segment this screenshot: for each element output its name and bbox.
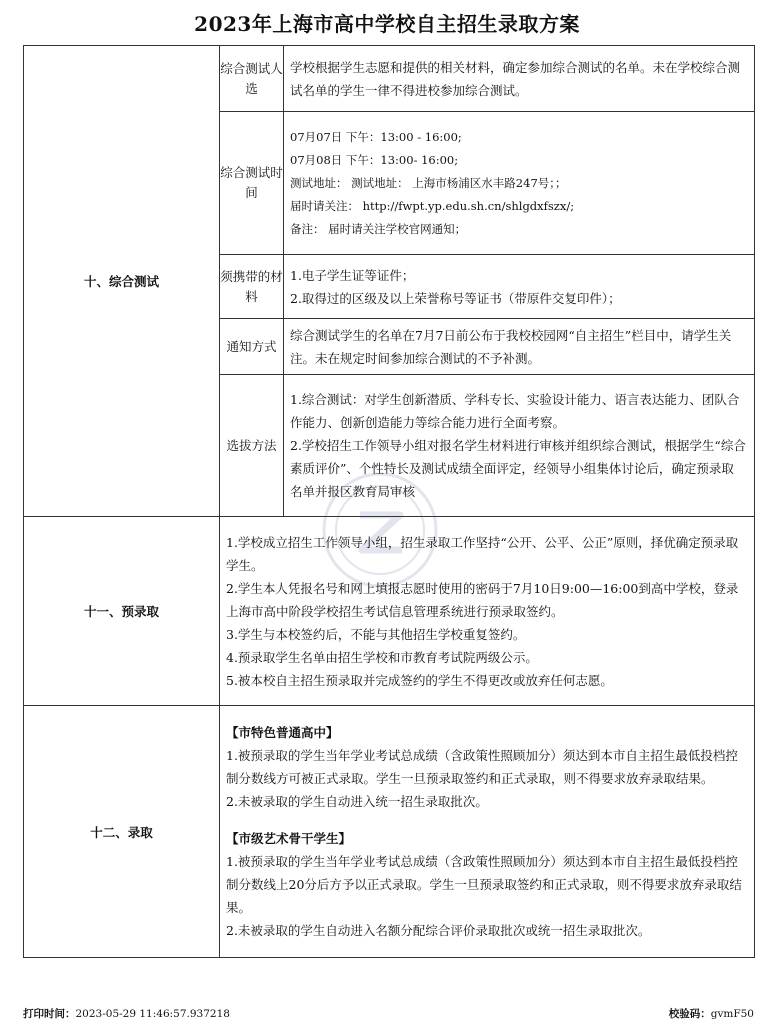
group-a-line: 1.被预录取的学生当年学业考试总成绩（含政策性照顾加分）须达到本市自主招生最低投档控制分数线方可被正式录取。学生一旦预录取签约和正式录取，则不得要求放弃录取结果。 <box>226 748 738 786</box>
check-code <box>669 1006 754 1021</box>
materials-line: 1.电子学生证等证件； <box>290 267 415 283</box>
row-candidates <box>24 46 755 112</box>
group-b-line: 2.未被录取的学生自动进入名额分配综合评价录取批次或统一招生录取批次。 <box>226 923 651 938</box>
selection-label: 选拔方法 <box>220 375 284 517</box>
pre-admission-line: 2.学生本人凭报名号和网上填报志愿时使用的密码于7月10日9:00—16:00到高中学校，登录上海市高中阶段学校招生考试信息管理系统进行预录取签约。 <box>226 580 739 619</box>
notice-label: 通知方式 <box>220 319 284 375</box>
group-b-line: 1.被预录取的学生当年学业考试总成绩（含政策性照顾加分）须达到本市自主招生最低投档控制分数线上20分后方予以正式录取。学生一旦预录取签约和正式录取，则不得要求放弃录取结果。 <box>226 854 742 915</box>
test-time-content <box>284 112 755 255</box>
candidates-paragraph: 学校根据学生志愿和提供的相关材料，确定参加综合测试的名单。未在学校综合测试名单的学生一律不得进校参加综合测试。 <box>290 59 741 98</box>
materials-label: 须携带的材料 <box>220 255 284 319</box>
group-b-heading: 【市级艺术骨干学生】 <box>226 831 352 846</box>
selection-line: 1.综合测试：对学生创新潜质、学科专长、实验设计能力、语言表达能力、团队合作能力、创新创造能力等综合能力进行全面考察。 <box>290 392 740 430</box>
section-10-label: 十、综合测试 <box>24 46 220 517</box>
candidates-text <box>284 46 755 112</box>
section-12-label: 十二、录取 <box>24 706 220 958</box>
selection-content <box>284 375 755 517</box>
materials-line: 2.取得过的区级及以上荣誉称号等证书（带原件交复印件）； <box>290 290 621 306</box>
group-a-heading: 【市特色普通高中】 <box>226 725 339 740</box>
test-time-line: 07月08日 下午：13:00- 16:00; <box>290 152 459 167</box>
check-code-label: 校验码： <box>668 1008 711 1020</box>
spacer <box>226 813 746 827</box>
section-11-label: 十一、预录取 <box>24 517 220 706</box>
row-pre-admission <box>24 517 755 706</box>
test-time-label: 综合测试时间 <box>220 112 284 255</box>
materials-content <box>284 255 755 319</box>
test-address-line: 测试地址： 测试地址： 上海市杨浦区水丰路247号；； <box>290 175 567 190</box>
test-remark-line: 备注： 届时请关注学校官网通知； <box>290 221 467 236</box>
selection-line: 2.学校招生工作领导小组对报名学生材料进行审核并组织综合测试，根据学生“综合素质评价”、个性特长及测试成绩全面评定，经领导小组集体讨论后，确定预录取名单并报区教育局审核 <box>290 438 746 499</box>
notice-paragraph: 综合测试学生的名单在7月7日前公布于我校校园网“自主招生”栏目中，请学生关注。未在规定时间参加综合测试的不予补测。 <box>290 327 732 366</box>
print-time-value: 2023-05-29 11:46:57.937218 <box>75 1008 230 1020</box>
pre-admission-content <box>220 517 755 706</box>
print-time <box>23 1006 230 1021</box>
pre-admission-line: 5.被本校自主招生预录取并完成签约的学生不得更改或放弃任何志愿。 <box>226 672 613 688</box>
group-a-line: 2.未被录取的学生自动进入统一招生录取批次。 <box>226 794 488 809</box>
candidates-label: 综合测试人选 <box>220 46 284 112</box>
test-time-line: 07月07日 下午：13:00 - 16:00; <box>290 129 462 144</box>
print-time-label: 打印时间： <box>23 1008 76 1020</box>
notice-content <box>284 319 755 375</box>
test-website-line: 届时请关注： http://fwpt.yp.edu.sh.cn/shlgdxfszx/; <box>290 198 575 213</box>
check-code-value: gvmF50 <box>710 1008 754 1020</box>
document-title: 2023年上海市高中学校自主招生录取方案 <box>194 12 580 36</box>
admission-plan-table <box>23 45 755 958</box>
admission-content <box>220 706 755 958</box>
row-admission <box>24 706 755 958</box>
pre-admission-line: 1.学校成立招生工作领导小组，招生录取工作坚持“公开、公平、公正”原则，择优确定预录取学生。 <box>226 534 739 573</box>
pre-admission-line: 4.预录取学生名单由招生学校和市教育考试院两级公示。 <box>226 649 538 665</box>
pre-admission-line: 3.学生与本校签约后，不能与其他招生学校重复签约。 <box>226 626 526 642</box>
